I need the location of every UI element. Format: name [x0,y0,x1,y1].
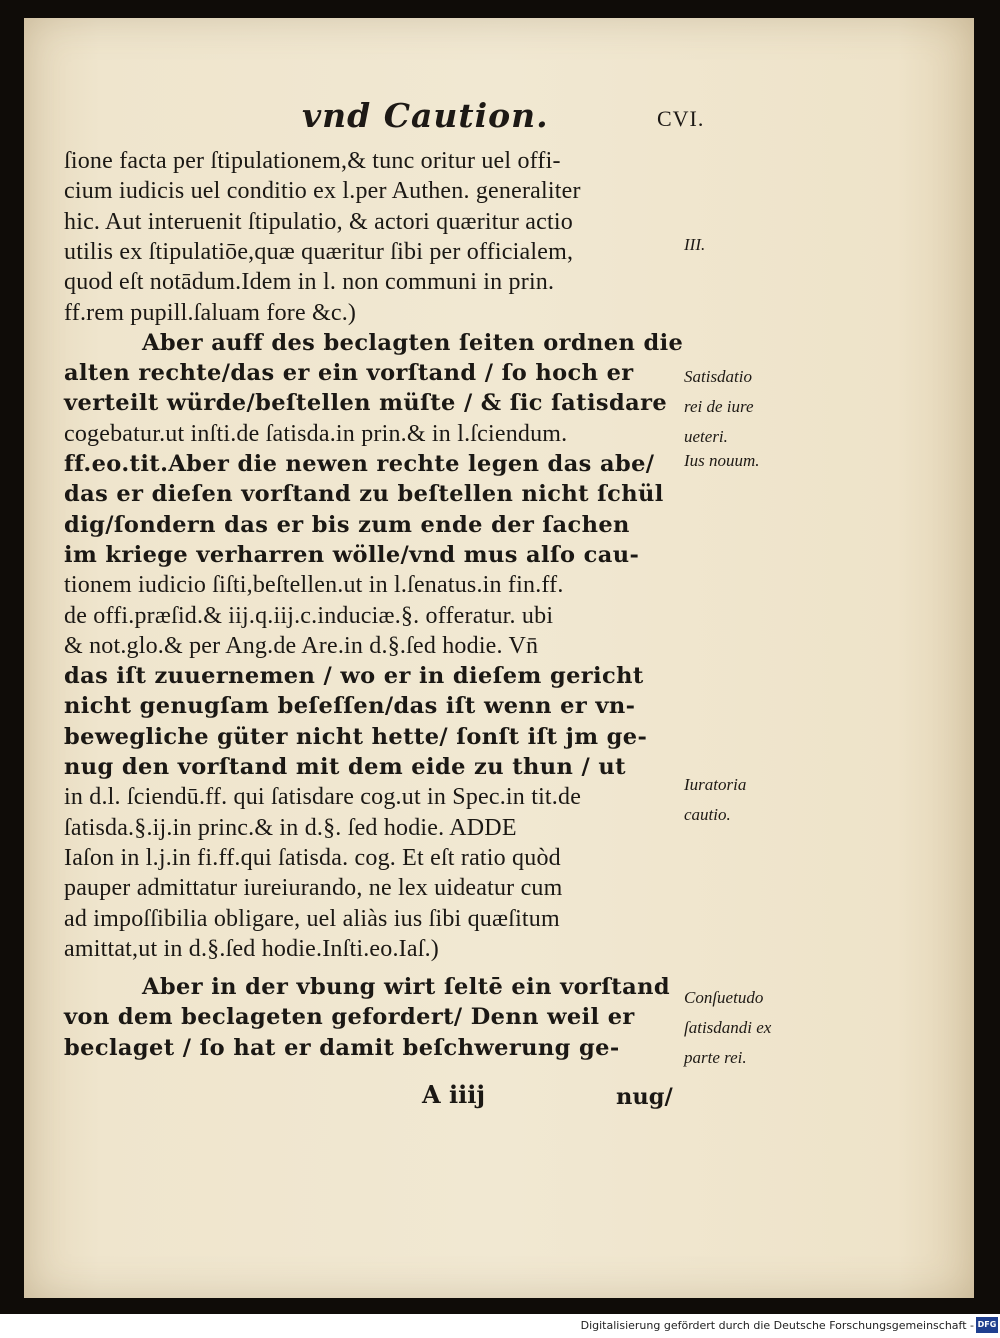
text-line: ſione facta per ſtipulationem,& tunc oritur uel offi- [64,148,561,174]
margin-note-line: Ius nouum. [684,451,760,470]
text-line: verteilt würde/beſtellen müſte / & ſic ſatisdare [64,390,668,417]
text-line: in d.l. ſciendū.ff. qui ſatisdare cog.ut in Spec.in tit.de [64,784,582,811]
margin-note [684,230,814,260]
text-line: Aber in der vbung wirt ſeltē ein vorſtand [142,974,670,1001]
margin-note-line: ſatisdandi ex [684,1018,772,1037]
folio-number: CVI. [657,106,705,131]
margin-note-line: parte rei. [684,1048,747,1067]
text-line: von dem beclageten gefordert/ Denn weil er [64,1004,635,1031]
text-line: Iaſon in l.j.in fi.ff.qui ſatisda. cog. Et eſt ratio quòd [64,844,561,871]
text-line: ff.rem pupill.ſaluam fore &c.) [64,299,357,326]
text-line: beclaget / ſo hat er damit beſchwerung ge- [64,1034,620,1061]
text-line: pauper admittatur iureiurando, ne lex uideatur cum [64,875,563,902]
text-line: hic. Aut interuenit ſtipulatio, & actori quæritur actio [64,208,573,235]
text-line: ad impoſſibilia obligare, uel aliàs ius ſibi quæſitum [64,905,560,932]
text-line: cium iudicis uel conditio ex l.per Authen. generaliter [64,178,581,205]
margin-note-line: cautio. [684,805,731,824]
margin-note-line: Iuratoria [684,775,747,794]
text-line: bewegliche güter nicht hette/ ſonſt iſt jm ge- [64,723,648,750]
text-line: im kriege verharren wölle/vnd mus alſo cau- [64,541,640,568]
book-page [24,18,974,1298]
signature-mark: A iiij [422,1080,486,1109]
dfg-logo: DFG [976,1317,998,1333]
text-line: Aber auff des beclagten ſeiten ordnen die [142,329,684,356]
margin-note [684,983,814,1073]
margin-note-line: III. [684,235,706,254]
margin-note-line: rei de iure [684,397,754,416]
page-header [302,96,722,146]
catchword: nug/ [616,1084,673,1110]
text-line: quod eſt notādum.Idem in l. non communi in prin. [64,269,555,296]
text-line: ſatisda.§.ij.in princ.& in d.§. ſed hodie. ADDE [64,814,517,841]
digitization-footer [0,1314,1000,1338]
margin-note-line: Satisdatio [684,367,753,386]
margin-note-line: ueteri. [684,427,728,446]
text-line: nug den vorſtand mit dem eide zu thun / ut [64,754,626,780]
text-line: alten rechte/das er ein vorſtand / ſo hoch er [64,360,634,387]
footer-credit: Digitalisierung gefördert durch die Deutsche Forschungsgemeinschaft - [580,1319,974,1332]
margin-note-line: Conſuetudo [684,988,764,1007]
margin-note [684,446,814,476]
text-line: das er dieſen vorſtand zu beſtellen nicht ſchül [64,481,664,508]
text-line: nicht genugſam beſeſſen/das iſt wenn er vn- [64,693,636,720]
text-line: das iſt zuuernemen / wo er in dieſem gericht [64,663,644,690]
text-line: tionem iudicio ſiſti,beſtellen.ut in l.ſenatus.in fin.ff. [64,572,564,599]
running-head: vnd Caution. [302,96,549,135]
margin-note [684,362,814,452]
text-line: amittat,ut in d.§.ſed hodie.Inſti.eo.Iaſ.) [64,935,439,962]
text-line: cogebatur.ut inſti.de ſatisda.in prin.& in l.ſciendum. [64,420,568,447]
text-line: utilis ex ſtipulatiōe,quæ quæritur ſibi per officialem, [64,238,574,265]
text-line: & not.glo.& per Ang.de Are.in d.§.ſed hodie. Vn̄ [64,632,539,659]
text-line: de offi.præſid.& iij.q.iij.c.induciæ.§. offeratur. ubi [64,602,554,629]
text-line: dig/ſondern das er bis zum ende der ſachen [64,511,630,538]
text-line: ff.eo.tit.Aber die newen rechte legen das abe/ [64,451,655,477]
margin-note [684,770,814,830]
